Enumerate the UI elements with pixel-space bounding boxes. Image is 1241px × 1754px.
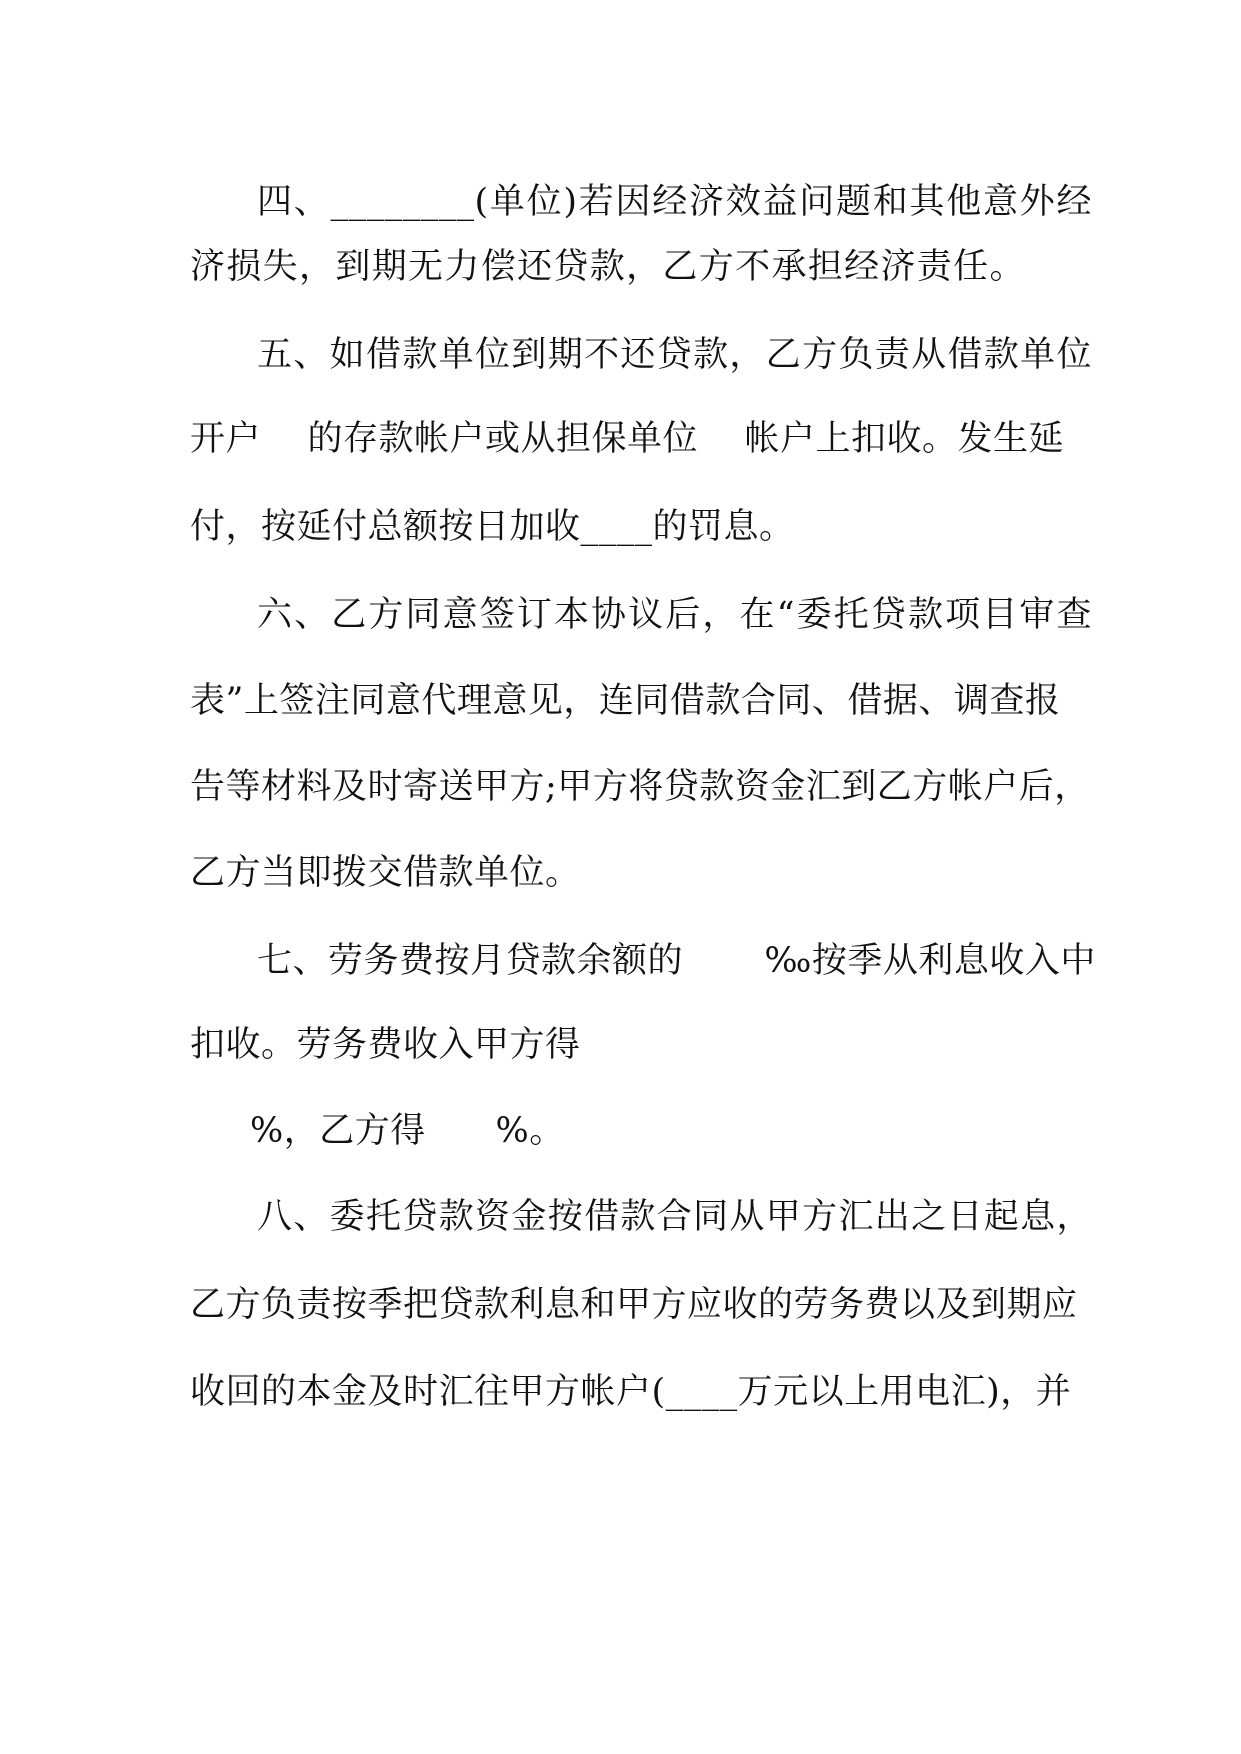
clause-7-line-2: 扣收。劳务费收入甲方得	[190, 1025, 581, 1065]
clause-5-line-3: 付，按延付总额按日加收____的罚息。	[190, 507, 795, 547]
clause-4-line-2: 济损失，到期无力偿还贷款，乙方不承担经济责任。	[190, 247, 1025, 287]
clause-6-line-3: 告等材料及时寄送甲方;甲方将贷款资金汇到乙方帐户后，	[190, 767, 1090, 807]
clause-8-line-3: 收回的本金及时汇往甲方帐户(____万元以上用电汇)，并	[190, 1372, 1072, 1412]
clause-6-line-2: 表”上签注同意代理意见，连同借款合同、借据、调查报	[190, 681, 1061, 721]
clause-4-line-1: 四、________(单位)若因经济效益问题和其他意外经	[257, 182, 1092, 222]
clause-5-line-1: 五、如借款单位到期不还贷款，乙方负责从借款单位	[257, 335, 1092, 375]
clause-8-line-1: 八、委托贷款资金按借款合同从甲方汇出之日起息，	[257, 1197, 1092, 1237]
clause-8-line-2: 乙方负责按季把贷款利息和甲方应收的劳务费以及到期应	[190, 1285, 1078, 1325]
clause-7-line-1: 七、劳务费按月贷款余额的 ‰按季从利息收入中	[257, 941, 1096, 981]
clause-6-line-4: 乙方当即拨交借款单位。	[190, 853, 581, 893]
clause-7-line-3: %，乙方得 %。	[250, 1111, 565, 1151]
clause-5-line-2: 开户 的存款帐户或从担保单位 帐户上扣收。发生延	[190, 419, 1065, 459]
clause-6-line-1: 六、乙方同意签订本协议后，在“委托贷款项目审查	[257, 595, 1092, 635]
